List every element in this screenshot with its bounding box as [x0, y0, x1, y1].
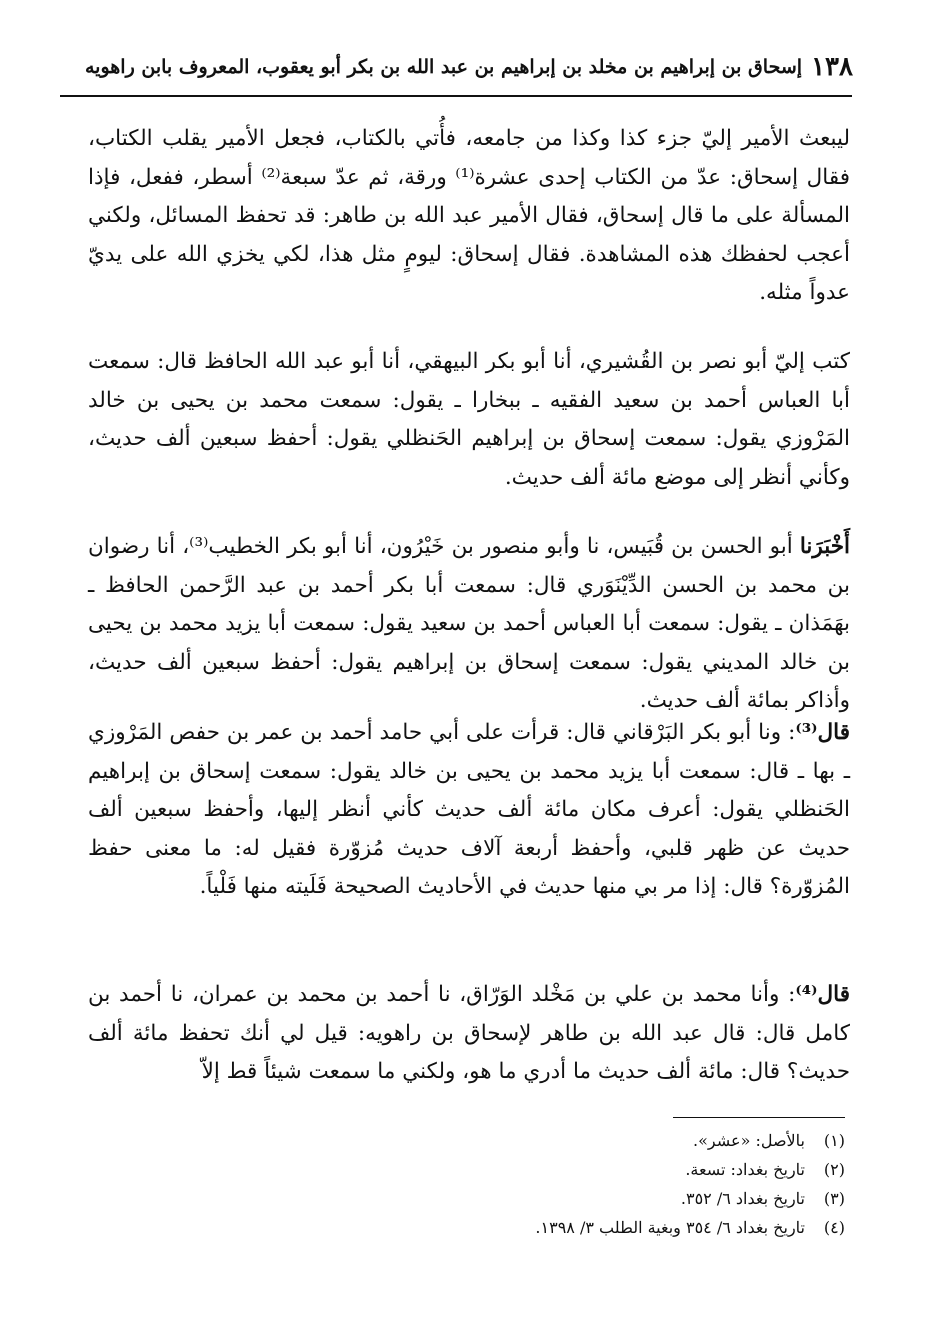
footnote-number: (٣) [823, 1189, 845, 1208]
paragraph-4 [88, 714, 850, 907]
footnote-1 [300, 1126, 845, 1155]
paragraph-2 [88, 343, 850, 497]
paragraph-text: : وأنا محمد بن علي بن مَخْلد الوَرّاق، نا أحمد بن محمد بن عمران، نا أحمد بن كامل قال: قال عبد الله بن طاهر لإسحاق بن راهويه: قيل لي أنك تحفظ مائة ألف حديث؟ قال: مائة ألف حديث ما أدري ما هو، ولكني ما سمعت شيئاً قط إلاّ [88, 982, 850, 1084]
footnote-4 [300, 1213, 845, 1242]
footnote-2 [300, 1155, 845, 1184]
footnotes [300, 1126, 845, 1242]
running-title: إسحاق بن إبراهيم بن مخلد بن إبراهيم بن عبد الله بن بكر أبو يعقوب، المعروف بابن راهويه [85, 56, 803, 78]
paragraph-text: ليبعث الأمير إليّ جزء كذا وكذا من جامعه، فأُتي بالكتاب، فجعل الأمير يقلب الكتاب، فقال إسحاق: عدّ من الكتاب إحدى عشرة⁽¹⁾ ورقة، ثم عدّ سبعة⁽²⁾ أسطر، ففعل، فإذا المسألة على ما قال إسحاق، فقال الأمير عبد الله بن طاهر: قد تحفظ المسائل، ولكني أعجب لحفظك هذه المشاهدة. فقال إسحاق: ليومٍ مثل هذا، لكي يخزي الله على يديّ عدواً مثله. [88, 126, 850, 305]
page-header [85, 52, 853, 92]
paragraph-text: : ونا أبو بكر البَرْقاني قال: قرأت على أبي حامد أحمد بن عمر بن حفص المَرْوزي ـ بها ـ قال: سمعت أبا يزيد محمد بن يحيى بن خالد يقول: سمعت إسحاق بن إبراهيم الحَنظلي يقول: أعرف مكان مائة ألف حديث كأني أنظر إليها، وأحفظ سبعين ألف حديث عن ظهر قلبي، وأحفظ أربعة آلاف حديث مُزوّرة فقيل له: ما معنى حفظ المُزوّرة؟ قال: إذا مر بي منها حديث في الأحاديث الصحيحة فَلَيته منها فَلْياً. [88, 720, 850, 899]
footnote-number: (١) [823, 1131, 845, 1150]
paragraph-lead: قال⁽³⁾ [795, 720, 850, 745]
page-number: ١٣٨ [811, 52, 853, 82]
footnote-text: تاريخ بغداد ٦/ ٣٥٢. [680, 1189, 805, 1208]
footnote-rule [673, 1117, 845, 1118]
paragraph-lead: أَخْبَرَنا [799, 534, 850, 559]
paragraph-3 [88, 528, 850, 721]
footnote-number: (٢) [823, 1160, 845, 1179]
paragraph-lead: قال⁽⁴⁾ [795, 982, 850, 1007]
footnote-text: بالأصل: «عشر». [693, 1131, 805, 1150]
paragraph-1 [88, 120, 850, 313]
footnote-text: تاريخ بغداد ٦/ ٣٥٤ وبغية الطلب ٣/ ١٣٩٨. [535, 1218, 805, 1237]
paragraph-5 [88, 976, 850, 1092]
paragraph-text: كتب إليّ أبو نصر بن القُشيري، أنا أبو بكر البيهقي، أنا أبو عبد الله الحافظ قال: سمعت أبا العباس أحمد بن سعيد الفقيه ـ ببخارا ـ يقول: سمعت محمد بن يحيى بن خالد المَرْوزي يقول: سمعت إسحاق بن إبراهيم الحَنظلي يقول: أحفظ سبعين ألف حديث، وكأني أنظر إلى موضع مائة ألف حديث. [88, 349, 850, 490]
footnote-3 [300, 1184, 845, 1213]
footnote-text: تاريخ بغداد: تسعة. [685, 1160, 805, 1179]
paragraph-text: أبو الحسن بن قُبَيس، نا وأبو منصور بن خَيْرُون، أنا أبو بكر الخطيب⁽³⁾، أنا رضوان بن محمد بن الحسن الدِّيْنَوَري قال: سمعت أبا بكر أحمد بن عبد الرَّحمن الحافظ ـ بهَمَذان ـ يقول: سمعت أبا العباس أحمد بن سعيد يقول: سمعت أبا يزيد محمد بن يحيى بن خالد المديني يقول: سمعت إسحاق بن إبراهيم يقول: أحفظ سبعين ألف حديث، وأذاكر بمائة ألف حديث. [88, 534, 850, 713]
header-rule [60, 95, 852, 97]
footnote-number: (٤) [823, 1218, 845, 1237]
